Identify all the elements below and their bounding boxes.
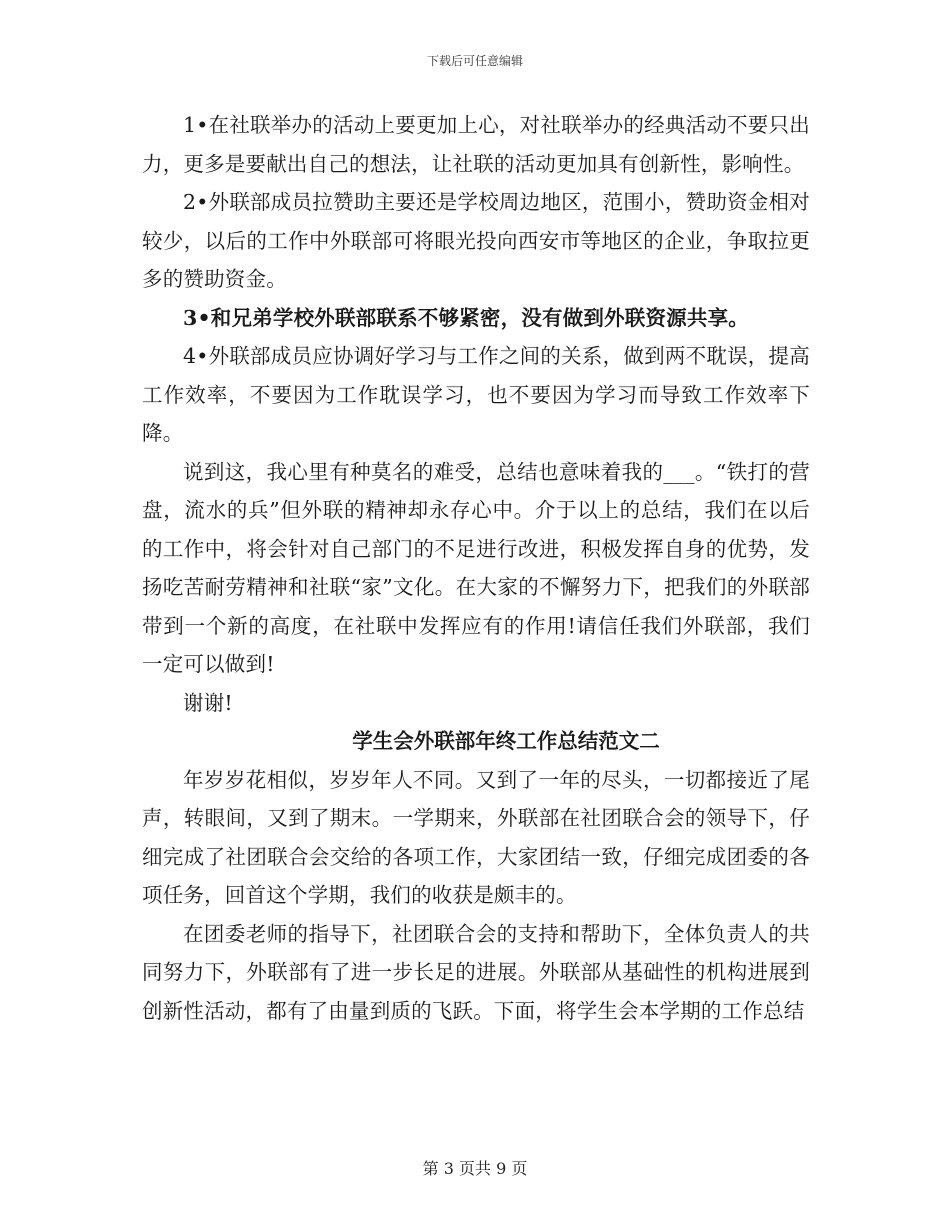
paragraph-item-4: 4•外联部成员应协调好学习与工作之间的关系，做到两不耽误，提高工作效率，不要因为工作耽误学习，也不要因为学习而导致工作效率下降。 <box>142 344 810 445</box>
paragraph-thanks: 谢谢! <box>183 690 233 715</box>
paragraph-conclusion: 说到这，我心里有种莫名的难受，总结也意味着我的___。“铁打的营盘，流水的兵”但外联的精神却永存心中。介于以上的总结，我们在以后的工作中，将会针对自己部门的不足进行改进，积极发挥自身的优势，发扬吃苦耐劳精神和社联“家”文化。在大家的不懈努力下，把我们的外联部带到一个新的高度，在社联中发挥应有的作用!请信任我们外联部，我们一定可以做到! <box>142 459 810 676</box>
section-title: 学生会外联部年终工作总结范文二 <box>352 729 660 753</box>
paragraph-progress: 在团委老师的指导下，社团联合会的支持和帮助下，全体负责人的共同努力下，外联部有了进一步长足的进展。外联部从基础性的机构进展到创新性活动，都有了由量到质的飞跃。下面，将学生会本学期的工作总结 <box>142 921 810 1023</box>
page-number: 第 3 页共 9 页 <box>422 1159 528 1178</box>
header-note: 下载后可任意编辑 <box>426 54 523 68</box>
paragraph-intro: 年岁岁花相似，岁岁年人不同。又到了一年的尽头，一切都接近了尾声，转眼间，又到了期末。一学期来，外联部在社团联合会的领导下，仔细完成了社团联合会交给的各项工作，大家团结一致，仔细完成团委的各项任务，回首这个学期，我们的收获是颇丰的。 <box>142 767 810 907</box>
paragraph-item-3: 3•和兄弟学校外联部联系不够紧密，没有做到外联资源共享。 <box>183 305 749 330</box>
paragraph-item-2: 2•外联部成员拉赞助主要还是学校周边地区，范围小，赞助资金相对较少，以后的工作中外联部可将眼光投向西安市等地区的企业，争取拉更多的赞助资金。 <box>142 190 810 291</box>
paragraph-item-1: 1•在社联举办的活动上要更加上心，对社联举办的经典活动不要只出力，更多是要献出自己的想法，让社联的活动更加具有创新性，影响性。 <box>142 113 810 176</box>
document-body <box>142 106 810 1030</box>
